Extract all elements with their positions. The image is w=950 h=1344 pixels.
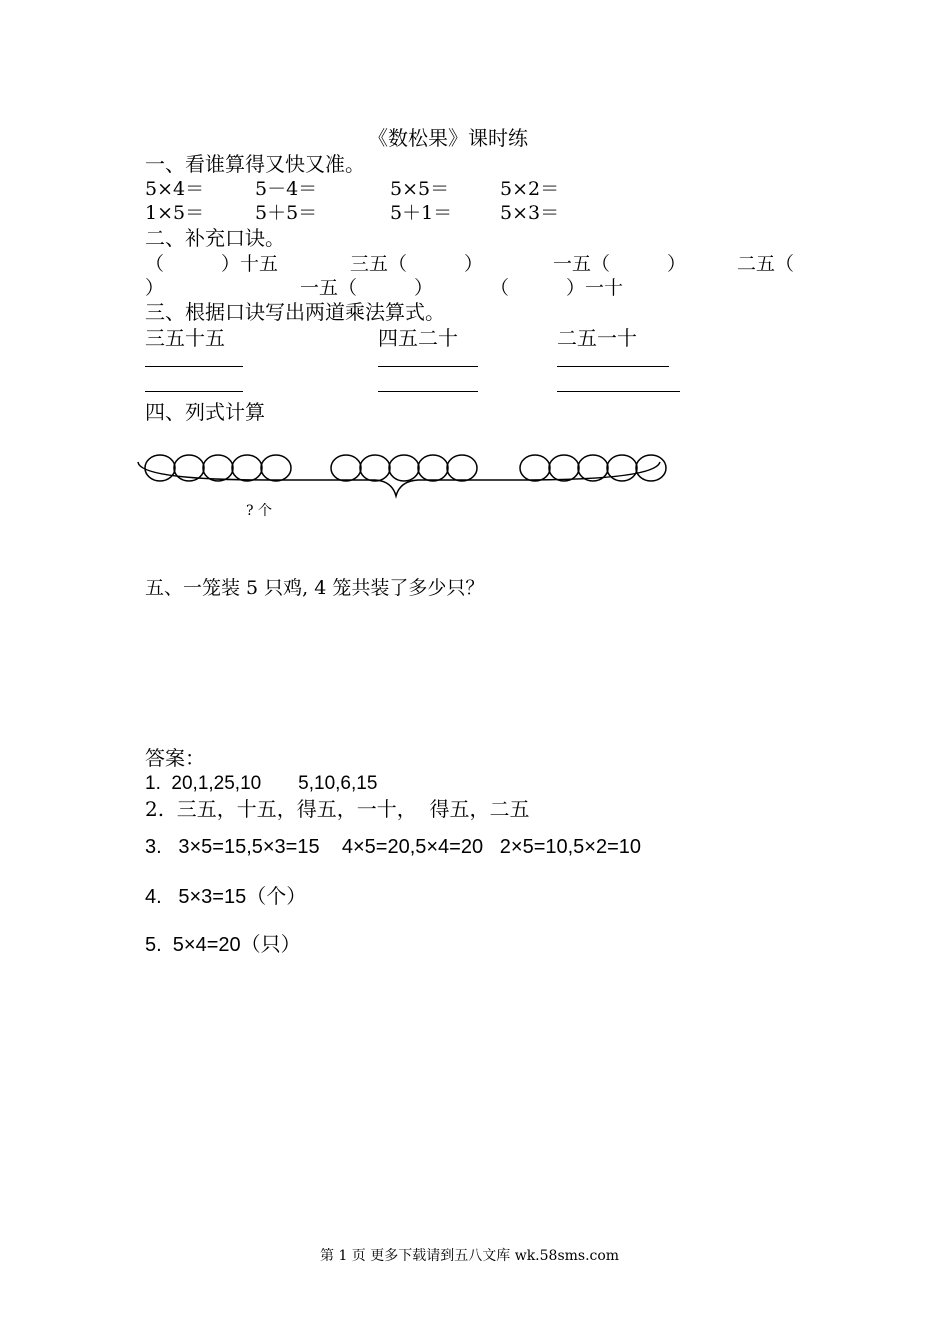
pinecone-circle xyxy=(203,455,233,481)
s1-r2-c2: 5＋5＝ xyxy=(255,202,318,224)
answer-5: 5. 5×4=20（只） xyxy=(145,934,301,956)
answer-blank xyxy=(145,366,243,367)
pinecone-circle xyxy=(331,455,361,481)
section5-heading: 五、一笼装 5 只鸡, 4 笼共装了多少只？ xyxy=(145,577,485,599)
pinecone-circle xyxy=(636,455,666,481)
page-title: 《数松果》课时练 xyxy=(368,126,528,150)
s1-r1-c4: 5×2＝ xyxy=(500,178,560,200)
s2-l1-item3: 一五（ ） xyxy=(553,253,687,275)
pinecone-circle xyxy=(145,455,175,481)
pinecone-circle xyxy=(389,455,419,481)
s3-item3: 二五一十 xyxy=(557,326,637,350)
pinecone-circle xyxy=(578,455,608,481)
pinecone-circle xyxy=(418,455,448,481)
pinecone-circle xyxy=(607,455,637,481)
s2-l1-item4: 二五（ xyxy=(737,253,795,275)
section4-heading: 四、列式计算 xyxy=(145,400,265,424)
answer-blank xyxy=(145,391,243,392)
answer-4: 4. 5×3=15（个） xyxy=(145,886,307,908)
answer-3: 3. 3×5=15,5×3=15 4×5=20,5×4=20 2×5=10,5×2=10 xyxy=(145,836,642,858)
s3-item2: 四五二十 xyxy=(378,326,458,350)
answers-heading: 答案： xyxy=(145,746,205,770)
section2-heading: 二、补充口诀。 xyxy=(145,226,285,250)
s3-item1: 三五十五 xyxy=(145,326,225,350)
s1-r1-c2: 5－4＝ xyxy=(255,178,318,200)
pinecone-diagram xyxy=(0,450,950,510)
s1-r2-c3: 5＋1＝ xyxy=(390,202,453,224)
s2-l2-item2: 一五（ ） xyxy=(300,277,434,299)
s2-l1-item2: 三五（ ） xyxy=(350,253,484,275)
pinecone-circle xyxy=(447,455,477,481)
s1-r2-c4: 5×3＝ xyxy=(500,202,560,224)
brace xyxy=(138,462,660,496)
s1-r1-c3: 5×5＝ xyxy=(390,178,450,200)
pinecone-circle xyxy=(520,455,550,481)
section1-heading: 一、看谁算得又快又准。 xyxy=(145,152,365,176)
answer-1: 1. 20,1,25,10 5,10,6,15 xyxy=(145,773,378,794)
s2-l2-item3: （ ）一十 xyxy=(490,277,624,299)
question-label: ? 个 xyxy=(246,503,272,519)
answer-blank xyxy=(378,391,478,392)
s2-l2-item1: ） xyxy=(145,277,165,299)
s2-l1-item1: （ ）十五 xyxy=(145,253,279,275)
pinecone-circle xyxy=(261,455,291,481)
answer-2: 2. 三五，十五，得五，一十， 得五，二五 xyxy=(145,797,530,821)
s1-r2-c1: 1×5＝ xyxy=(145,202,205,224)
pinecone-circle xyxy=(360,455,390,481)
page-footer: 第 1 页 更多下载请到五八文库 wk.58sms.com xyxy=(320,1248,620,1264)
answer-blank xyxy=(557,391,680,392)
pinecone-circle xyxy=(232,455,262,481)
answer-blank xyxy=(557,366,669,367)
section3-heading: 三、根据口诀写出两道乘法算式。 xyxy=(145,300,445,324)
answer-blank xyxy=(378,366,478,367)
pinecone-circle xyxy=(549,455,579,481)
s1-r1-c1: 5×4＝ xyxy=(145,178,205,200)
